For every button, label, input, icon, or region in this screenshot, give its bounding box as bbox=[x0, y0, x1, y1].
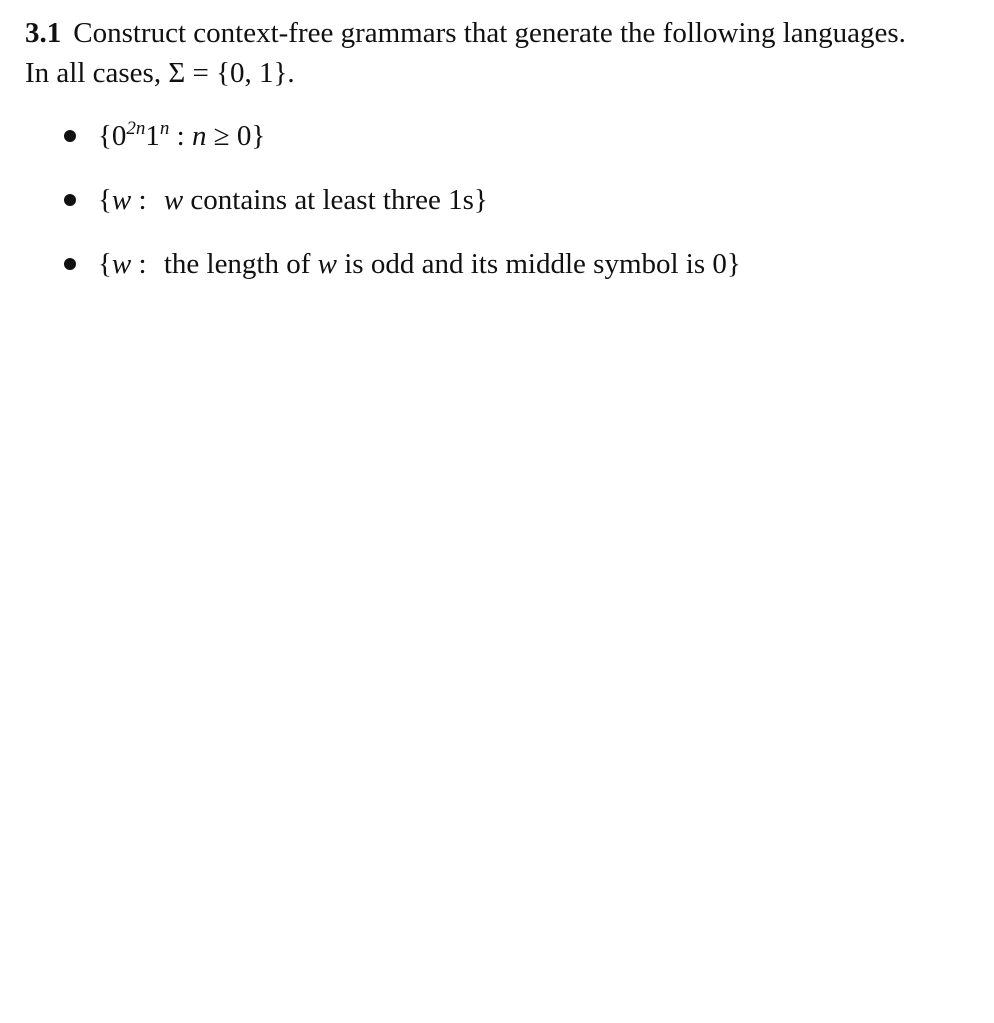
problem-statement-line-2: In all cases, Σ = {0, 1}. bbox=[25, 57, 295, 89]
math-variable: n bbox=[191, 120, 207, 152]
math-text: : bbox=[131, 248, 154, 280]
math-text: {0 bbox=[98, 120, 127, 152]
math-text: { bbox=[98, 184, 112, 216]
item-text: contains at least three 1s} bbox=[183, 184, 488, 216]
item-text: is odd and its middle symbol is 0} bbox=[337, 248, 741, 280]
exponent: 2n bbox=[126, 118, 146, 139]
math-variable: w bbox=[163, 184, 184, 216]
math-variable: w bbox=[317, 248, 337, 280]
statement-text: Construct context-free grammars that generate the following languages. bbox=[73, 17, 906, 49]
math-text: : bbox=[131, 184, 154, 216]
list-item bbox=[64, 118, 265, 154]
bullet-icon bbox=[64, 258, 76, 270]
math-text: 1 bbox=[145, 120, 160, 152]
item-text: the length of bbox=[163, 248, 318, 280]
list-item bbox=[64, 182, 488, 218]
problem-statement-line-1 bbox=[25, 16, 906, 50]
problem-number: 3.1 bbox=[25, 17, 62, 49]
math-text: { bbox=[98, 248, 112, 280]
math-text: ≥ 0} bbox=[206, 120, 266, 152]
math-variable: w bbox=[111, 248, 132, 280]
math-variable: w bbox=[111, 184, 132, 216]
bullet-icon bbox=[64, 194, 76, 206]
exponent: n bbox=[159, 118, 170, 139]
math-text: : bbox=[169, 120, 192, 152]
bullet-icon bbox=[64, 130, 76, 142]
list-item bbox=[64, 246, 741, 282]
